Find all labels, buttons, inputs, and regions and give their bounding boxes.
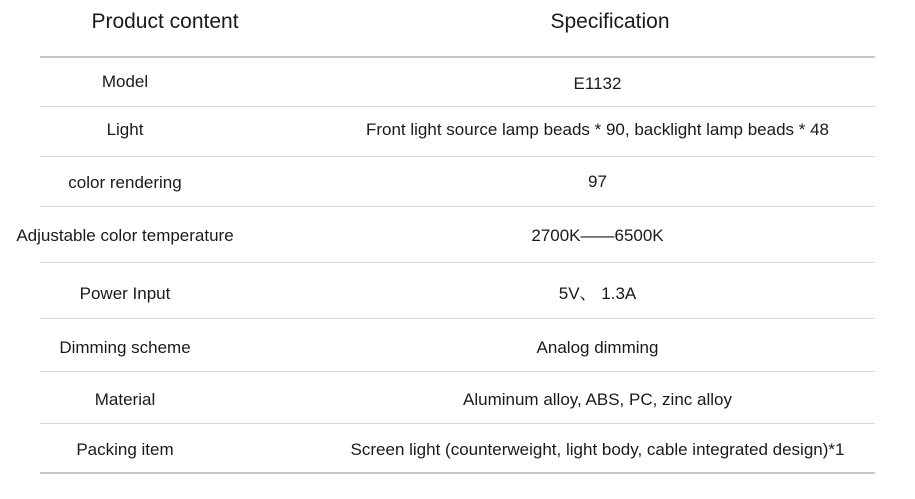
- row-value: Screen light (counterweight, light body, cable integrated design)*1: [350, 440, 845, 459]
- row-label: Model: [101, 72, 149, 91]
- header-divider: [40, 56, 875, 58]
- row-value: Aluminum alloy, ABS, PC, zinc alloy: [463, 390, 732, 409]
- row-divider: [40, 206, 875, 207]
- row-label: Adjustable color temperature: [16, 226, 234, 245]
- row-label: Packing item: [76, 440, 174, 459]
- row-divider: [40, 262, 875, 263]
- row-label: Material: [94, 390, 156, 409]
- row-label: color rendering: [68, 173, 182, 192]
- header-product-content: Product content: [91, 10, 239, 33]
- row-divider: [40, 156, 875, 157]
- row-label: Power Input: [79, 284, 171, 303]
- header-specification: Specification: [550, 10, 670, 33]
- row-value: 2700K——6500K: [531, 226, 664, 245]
- row-divider: [40, 318, 875, 319]
- table-header: [0, 0, 915, 57]
- row-value: E1132: [573, 74, 622, 93]
- row-divider: [40, 423, 875, 424]
- row-divider: [40, 371, 875, 372]
- row-value: 5V、 1.3A: [558, 284, 637, 303]
- row-label: Dimming scheme: [59, 338, 191, 357]
- row-label: Light: [106, 120, 144, 139]
- row-value: Front light source lamp beads * 90, backlight lamp beads * 48: [365, 120, 830, 139]
- table-bottom-rule: [40, 472, 875, 474]
- row-value: Analog dimming: [536, 338, 659, 357]
- row-value: 97: [588, 172, 607, 191]
- row-divider: [40, 106, 875, 107]
